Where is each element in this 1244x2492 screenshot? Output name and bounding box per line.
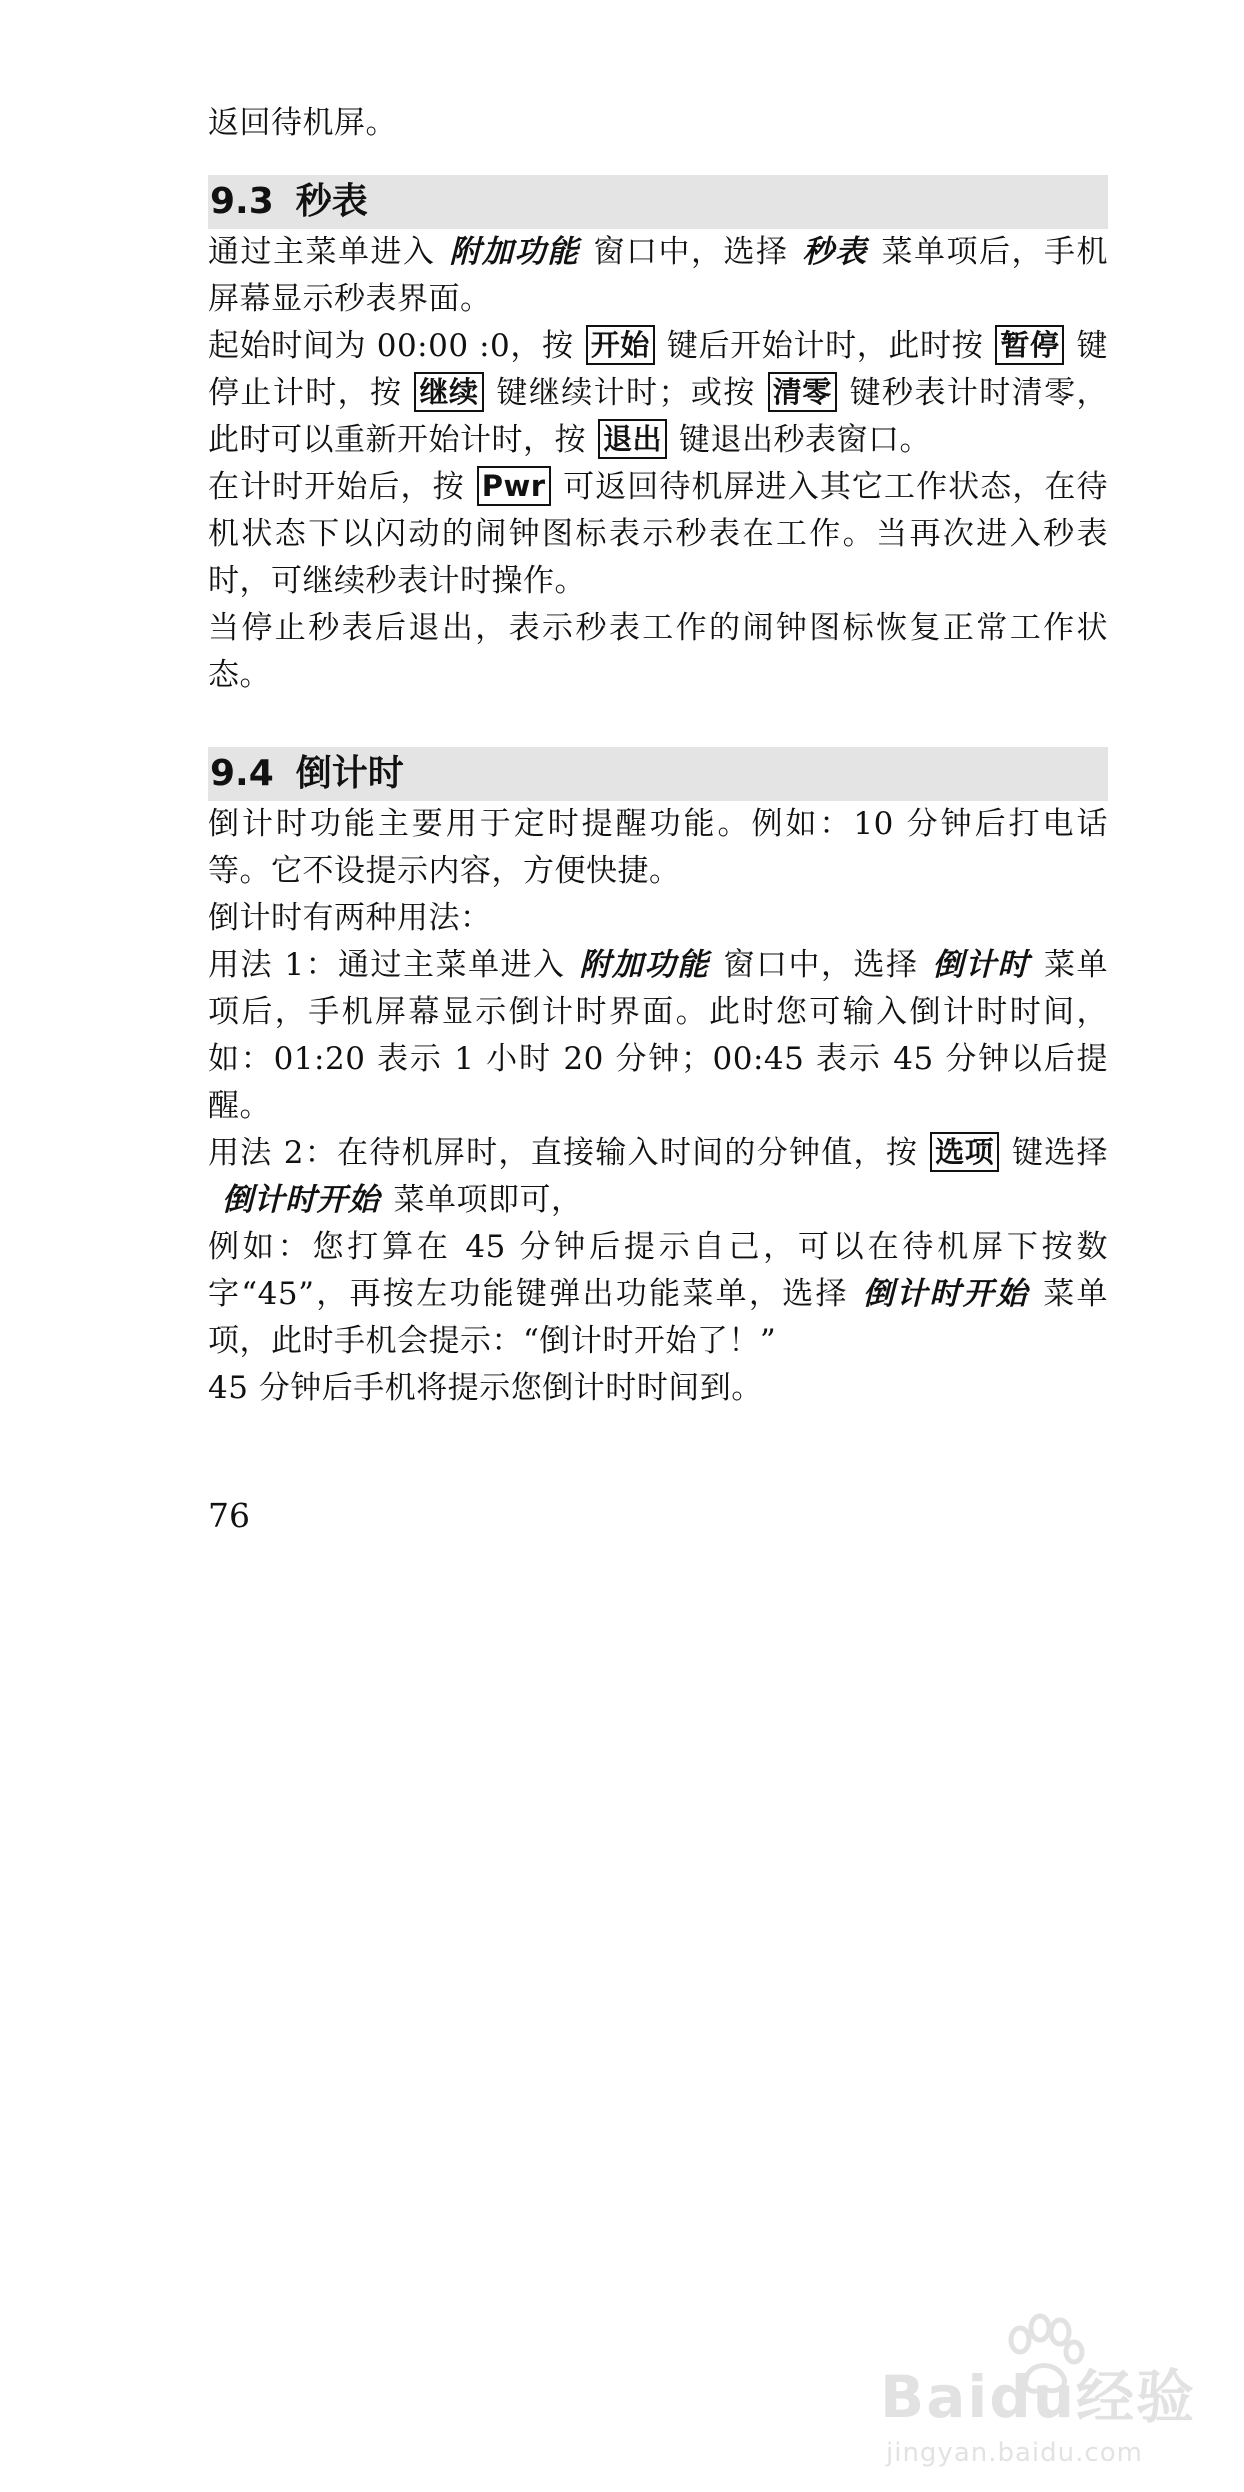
menu-item-name: 倒计时 xyxy=(932,947,1031,983)
watermark-brand: Baidu经验 xyxy=(880,2363,1197,2431)
text-run: 窗口中，选择 xyxy=(723,947,919,983)
baidu-watermark xyxy=(880,2310,1220,2480)
text-run: 键秒表计时清零，此时可以重新开始计时，按 xyxy=(208,375,1109,458)
section-countdown xyxy=(208,747,1108,1412)
section-title: 秒表 xyxy=(295,181,368,222)
text-run: 在计时开始后，按 xyxy=(208,469,465,505)
menu-item-name: 附加功能 xyxy=(449,234,580,270)
section-number: 9.3 xyxy=(210,181,274,222)
text-run: 菜单项即可， xyxy=(393,1182,583,1218)
page-number: 76 xyxy=(208,1496,250,1535)
text-run: 菜单项后，手机屏幕显示倒计时界面。此时您可输入倒计时时间，如：01:20 表示 1 小时 20 分钟；00:45 表示 45 分钟以后提醒。 xyxy=(208,947,1109,1124)
text-run: 键停止计时，按 xyxy=(208,328,1109,411)
text-run: 用法 1：通过主菜单进入 xyxy=(208,947,566,983)
menu-item-name: 倒计时开始 xyxy=(222,1182,380,1218)
menu-item-name: 倒计时开始 xyxy=(862,1276,1030,1312)
text-run: 菜单项，此时手机会提示：“倒计时开始了！” xyxy=(208,1276,1109,1359)
text-run: 用法 2：在待机屏时，直接输入时间的分钟值，按 xyxy=(208,1135,919,1171)
paragraph: 倒计时有两种用法： xyxy=(208,900,492,936)
key-label: 继续 xyxy=(414,372,483,412)
key-label: 暂停 xyxy=(995,325,1064,365)
text-run: 可返回待机屏进入其它工作状态，在待机状态下以闪动的闹钟图标表示秒表在工作。当再次进入秒表时，可继续秒表计时操作。 xyxy=(208,469,1109,599)
text-run: 窗口中，选择 xyxy=(593,234,789,270)
section-heading-countdown xyxy=(208,747,1108,801)
menu-item-name: 秒表 xyxy=(802,234,868,270)
paragraph xyxy=(208,1130,1108,1224)
paragraph xyxy=(208,942,1108,1130)
section-number: 9.4 xyxy=(210,753,274,794)
key-label: Pwr xyxy=(477,466,551,506)
paragraph xyxy=(208,229,1108,323)
paragraph xyxy=(208,464,1108,605)
text-run: 通过主菜单进入 xyxy=(208,234,436,270)
paragraph xyxy=(208,1224,1108,1365)
section-stopwatch xyxy=(208,175,1108,699)
intro-line: 返回待机屏。 xyxy=(208,105,397,141)
text-run: 起始时间为 00:00 :0，按 xyxy=(208,328,574,364)
key-label: 退出 xyxy=(598,419,667,459)
text-run: 菜单项后，手机屏幕显示秒表界面。 xyxy=(208,234,1108,317)
text-run: 例如：您打算在 45 分钟后提示自己，可以在待机屏下按数字“45”，再按左功能键弹出功能菜单，选择 xyxy=(208,1229,1108,1312)
paragraph: 45 分钟后手机将提示您倒计时时间到。 xyxy=(208,1370,763,1406)
text-run: 键选择 xyxy=(1011,1135,1109,1171)
key-label: 选项 xyxy=(930,1132,999,1172)
text-run: 键退出秒表窗口。 xyxy=(679,422,932,458)
key-label: 开始 xyxy=(586,325,655,365)
watermark-url: jingyan.baidu.com xyxy=(886,2438,1143,2468)
section-title: 倒计时 xyxy=(295,753,404,794)
section-heading-stopwatch xyxy=(208,175,1108,229)
text-run: 键继续计时；或按 xyxy=(495,375,756,411)
document-page xyxy=(208,100,1108,1412)
paragraph: 当停止秒表后退出，表示秒表工作的闹钟图标恢复正常工作状态。 xyxy=(208,610,1108,693)
paragraph xyxy=(208,323,1108,464)
key-label: 清零 xyxy=(768,372,837,412)
paragraph: 倒计时功能主要用于定时提醒功能。例如：10 分钟后打电话等。它不设提示内容，方便快捷。 xyxy=(208,806,1108,889)
text-run: 键后开始计时，此时按 xyxy=(666,328,984,364)
menu-item-name: 附加功能 xyxy=(579,947,710,983)
